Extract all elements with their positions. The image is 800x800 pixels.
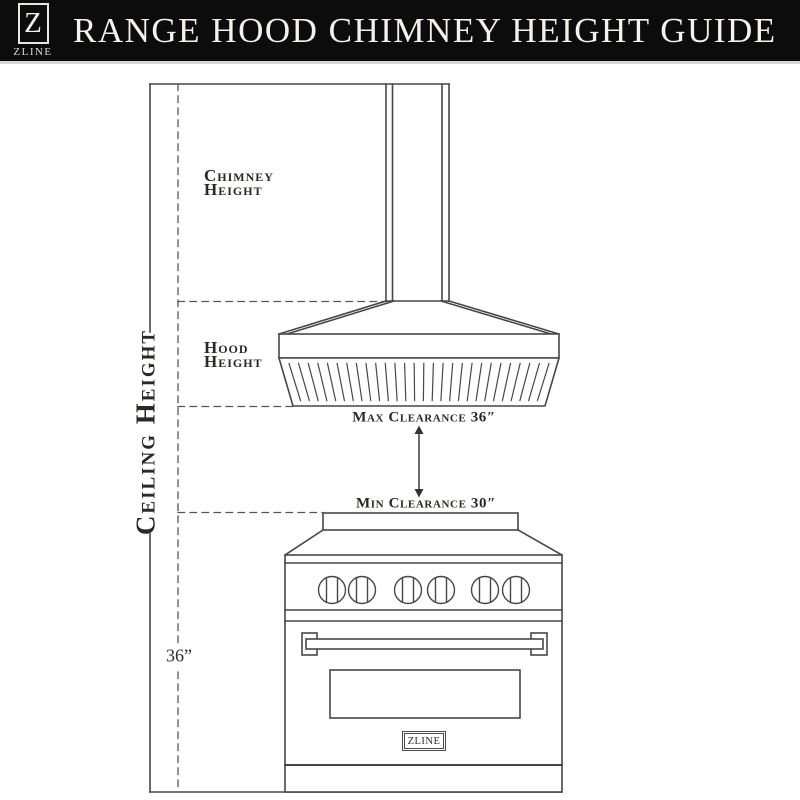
hood-slope-right-inner [441,301,551,334]
hood-slope-left-inner [287,301,394,334]
range-badge-text: ZLINE [404,733,444,749]
page-title: RANGE HOOD CHIMNEY HEIGHT GUIDE [73,10,777,50]
zline-logo-letter: Z [24,7,42,39]
cooktop-slope-left [285,530,323,555]
hood-height-label: Hood Height [204,338,263,371]
hood-baffle-body [279,358,559,406]
clearance-arrow [415,426,424,498]
backsplash [323,513,518,530]
hood-slope-right-outer [449,301,559,334]
max-clearance-label: Max Clearance 36″ [352,409,496,426]
min-clearance-label: Min Clearance 30″ [356,495,496,512]
chimney-height-label: Chimney Height [204,166,274,199]
range-badge [402,731,446,751]
range-hood-drawing [279,84,559,406]
arrow-up-head [415,426,424,435]
floor-to-cooktop-label: 36” [162,645,196,668]
hood-band [279,334,559,358]
cooktop-slope-right [518,530,562,555]
hood-slope-left-outer [279,301,386,334]
handle-bar [306,639,543,649]
ceiling-height-label: Ceiling Height [130,328,161,536]
zline-logo-wordmark: ZLINE [13,46,53,58]
oven-window [330,670,520,718]
